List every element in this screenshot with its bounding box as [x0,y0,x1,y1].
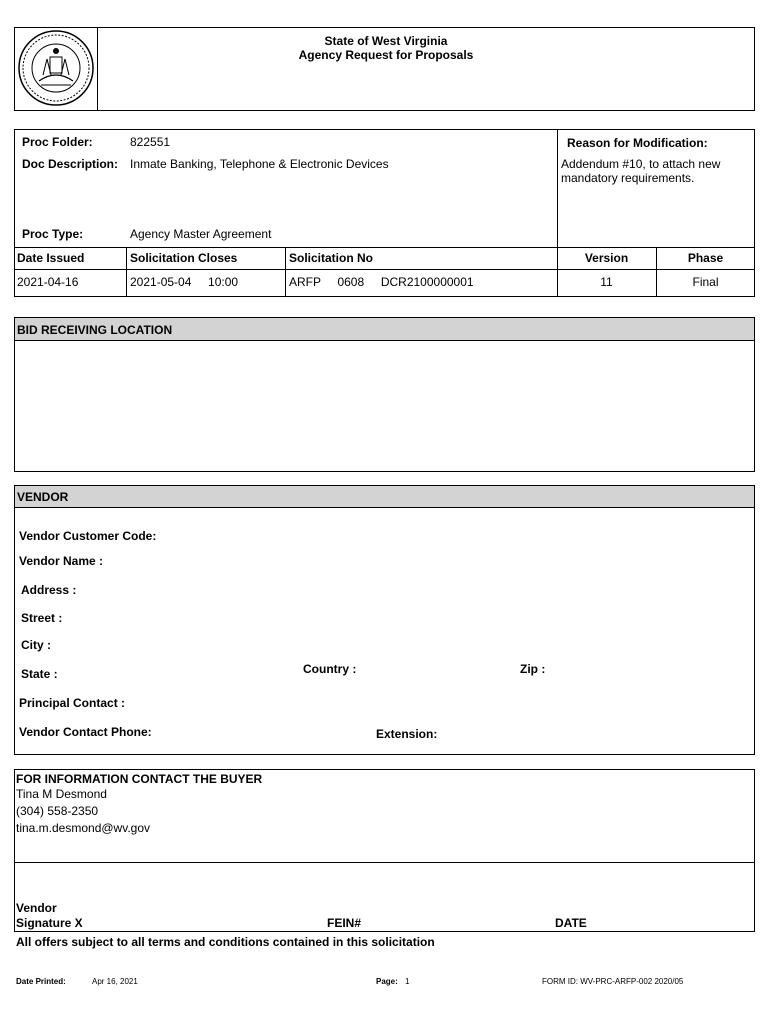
vendor-header-bar [15,486,754,508]
vendor-customer-code-label: Vendor Customer Code: [19,529,157,543]
col-header-date-issued: Date Issued [17,251,85,265]
buyer-phone: (304) 558-2350 [16,804,99,818]
vendor-contact-phone-label: Vendor Contact Phone: [19,725,152,739]
buyer-box [14,769,755,932]
vendor-name-label: Vendor Name : [19,554,104,568]
country-label: Country : [303,662,357,676]
page-label: Page: [376,977,398,986]
fein-label: FEIN# [327,916,362,930]
form-subtitle: Agency Request for Proposals [298,48,474,62]
proc-folder-label: Proc Folder: [22,135,93,149]
extension-label: Extension: [376,727,438,741]
address-label: Address : [21,583,77,597]
date-label: DATE [555,916,587,930]
vendor-signature-vendor-label: Vendor [16,901,57,915]
zip-label: Zip : [520,662,546,676]
date-printed-label: Date Printed: [16,977,66,986]
proc-type-label: Proc Type: [22,227,84,241]
table-col-divider [126,247,127,297]
buyer-name: Tina M Desmond [16,787,107,801]
city-label: City : [21,638,51,652]
proc-folder-value: 822551 [130,135,171,149]
state-seal [17,29,95,107]
buyer-email: tina.m.desmond@wv.gov [16,821,151,835]
form-title: State of West Virginia [324,34,448,48]
doc-description-value: Inmate Banking, Telephone & Electronic Devices [130,157,389,171]
vendor-header: VENDOR [17,490,69,504]
form-id: FORM ID: WV-PRC-ARFP-002 2020/05 [542,977,684,986]
vendor-signature-label: Signature X [16,916,83,930]
reason-label: Reason for Modification: [567,136,708,150]
reason-divider [557,129,558,247]
terms-notice: All offers subject to all terms and conditions contained in this solicitation [16,935,435,949]
col-header-solicitation-closes: Solicitation Closes [130,251,238,265]
street-label: Street : [21,611,63,625]
reason-value: Addendum #10, to attach new mandatory requirements. [561,157,721,185]
date-printed-value: Apr 16, 2021 [92,977,138,986]
col-header-phase: Phase [687,251,724,265]
principal-contact-label: Principal Contact : [19,696,126,710]
bid-receiving-header: BID RECEIVING LOCATION [17,323,173,337]
state-label: State : [21,667,58,681]
doc-description-label: Doc Description: [22,157,119,171]
buyer-signature-divider [14,862,755,863]
cell-date-issued: 2021-04-16 [17,275,79,289]
buyer-contact-header: FOR INFORMATION CONTACT THE BUYER [16,772,263,786]
col-header-solicitation-no: Solicitation No [289,251,373,265]
cell-version: 11 [600,275,613,289]
col-header-version: Version [584,251,629,265]
page-value: 1 [405,977,410,986]
table-col-divider [285,247,286,297]
proc-type-value: Agency Master Agreement [130,227,272,241]
cell-phase: Final [692,275,719,289]
cell-solicitation-closes: 2021-05-04 10:00 [130,275,239,289]
cell-solicitation-no: ARFP 0608 DCR2100000001 [289,275,474,289]
vendor-box [14,485,755,755]
